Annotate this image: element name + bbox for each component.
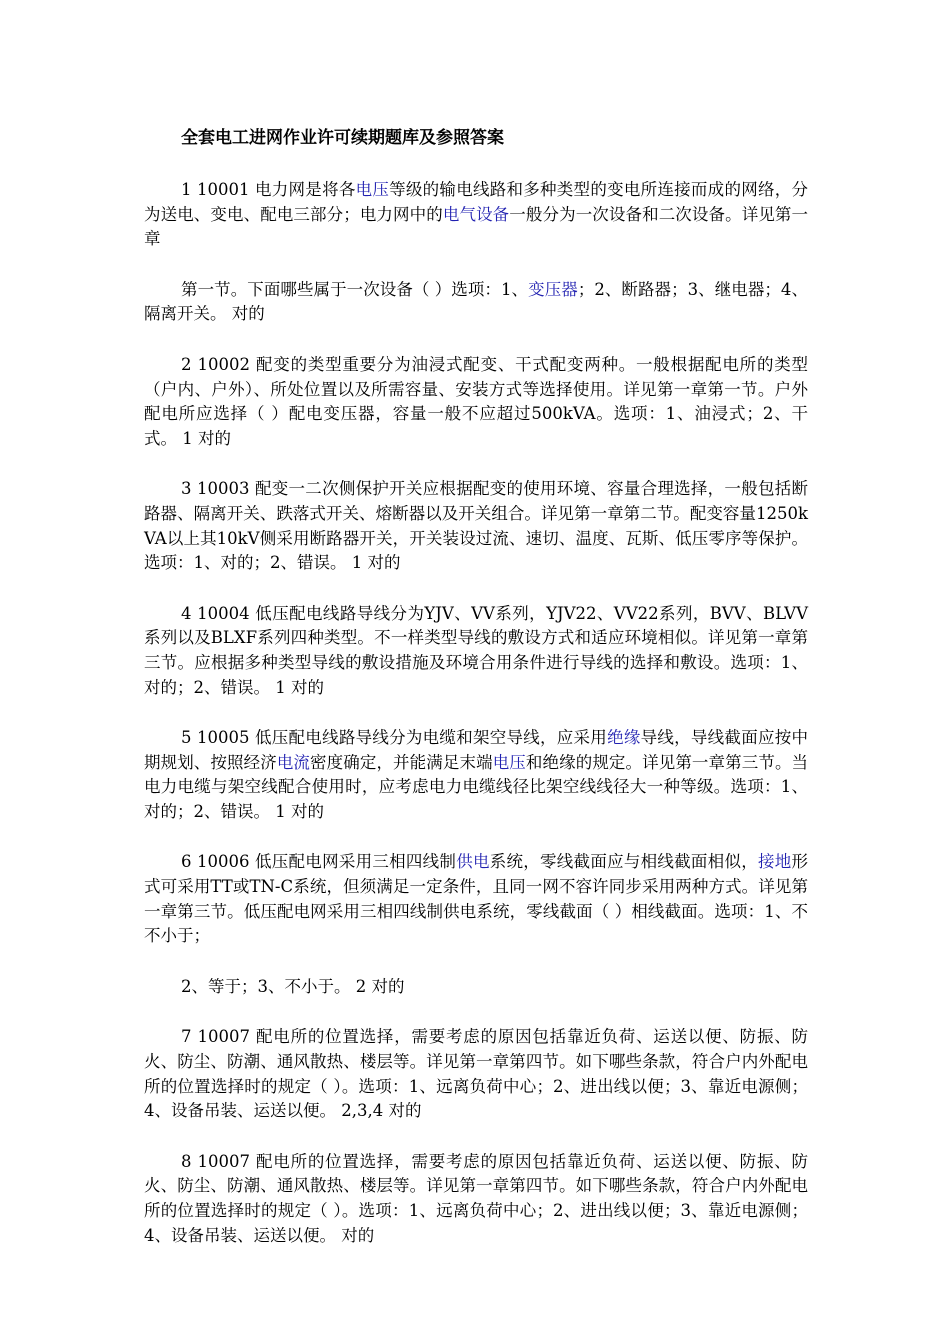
paragraph — [144, 353, 808, 451]
paragraph — [144, 602, 808, 700]
paragraph-text: 5 10005 低压配电线路导线分为电缆和架空导线，应采用 — [181, 728, 608, 748]
paragraph-text: 2 10002 配变的类型重要分为油浸式配变、干式配变两种。一般根据配电所的类型（户内、户外）、所处位置以及所需容量、安装方式等选择使用。详见第一章第一节。户外配电所应选择（ ）配电变压器，容量一般不应超过500kVA。选项：1、油浸式；2、干式。 1 对的 — [144, 354, 808, 448]
paragraph-list — [144, 178, 808, 1248]
page-title: 全套电工进网作业许可续期题库及参照答案 — [181, 128, 504, 148]
paragraph — [144, 850, 808, 948]
paragraph — [144, 278, 808, 327]
paragraph-text: 1 10001 电力网是将各 — [181, 180, 356, 199]
paragraph-text: 一般分为一次设备和二次设备。详见第一章 — [144, 204, 809, 249]
paragraph-text: 等级的输电线路和多种类型的变电所连接而成的网络，分为送电、变电、配电三部分；电力网中的 — [144, 180, 809, 224]
paragraph — [144, 1025, 808, 1123]
term-link[interactable]: 电气设备 — [442, 204, 510, 224]
paragraph-text: 8 10007 配电所的位置选择，需要考虑的原因包括靠近负荷、运送以便、防振、防火、防尘、防潮、通风散热、楼层等。详见第一章第四节。如下哪些条款，符合户内外配电所的位置选择时的规定（ ）。选项：1、远离负荷中心；2、进出线以便；3、靠近电源侧；4、设备吊装、运送以便。 对的 — [144, 1151, 808, 1245]
paragraph-text: 密度确定，并能满足末端 — [310, 752, 493, 772]
paragraph-text: 2、等于；3、不小于。 2 对的 — [181, 976, 405, 996]
paragraph — [144, 477, 808, 575]
paragraph — [144, 975, 808, 1000]
paragraph-text: 形式可采用TT或TN-C系统，但须满足一定条件，且同一网不容许同步采用两种方式。详见第一章第三节。低压配电网采用三相四线制供电系统，零线截面（ ）相线截面。选项：1、不不小于； — [144, 852, 809, 946]
paragraph — [144, 1150, 808, 1248]
term-link[interactable]: 供电 — [456, 852, 490, 872]
term-link[interactable]: 变压器 — [528, 279, 578, 299]
paragraph-text: 系统，零线截面应与相线截面相似， — [489, 852, 758, 872]
paragraph-text: 导线，导线截面应按中期规划、按照经济 — [144, 728, 808, 772]
paragraph-text: ；2、断路器；3、继电器；4、隔离开关。 对的 — [144, 279, 808, 324]
term-link[interactable]: 电压 — [492, 752, 526, 772]
paragraph-text: 6 10006 低压配电网采用三相四线制 — [181, 852, 457, 872]
term-link[interactable]: 电流 — [276, 752, 311, 772]
paragraph — [144, 726, 808, 824]
paragraph — [144, 178, 808, 252]
term-link[interactable]: 接地 — [757, 852, 792, 872]
paragraph-text: 7 10007 配电所的位置选择，需要考虑的原因包括靠近负荷、运送以便、防振、防火、防尘、防潮、通风散热、楼层等。详见第一章第四节。如下哪些条款，符合户内外配电所的位置选择时的规定（ ）。选项：1、远离负荷中心；2、进出线以便；3、靠近电源侧；4、设备吊装、运送以便。 2,3,4 对的 — [144, 1027, 808, 1121]
paragraph-text: 和绝缘的规定。详见第一章第三节。当电力电缆与架空线配合使用时，应考虑电力电缆线径比架空线线径大一种等级。选项：1、对的；2、错误。 1 对的 — [144, 752, 809, 821]
document-body — [144, 124, 808, 1274]
term-link[interactable]: 绝缘 — [607, 728, 641, 748]
paragraph-text: 4 10004 低压配电线路导线分为YJV、VV系列，YJV22、VV22系列，BVV、BLVV系列以及BLXF系列四种类型。不一样类型导线的敷设方式和适应环境相似。详见第一章第三节。应根据多种类型导线的敷设措施及环境合用条件进行导线的选择和敷设。选项：1、对的；2、错误。 1 对的 — [144, 603, 808, 697]
paragraph-text: 3 10003 配变一二次侧保护开关应根据配变的使用环境、容量合理选择，一般包括断路器、隔离开关、跌落式开关、熔断器以及开关组合。详见第一章第二节。配变容量1250kVA以上其10kV侧采用断路器开关，开关装设过流、速切、温度、瓦斯、低压零序等保护。选项：1、对的；2、错误。 1 对的 — [144, 479, 808, 573]
term-link[interactable]: 电压 — [355, 180, 390, 199]
paragraph-text: 第一节。下面哪些属于一次设备（ ）选项：1、 — [181, 279, 529, 299]
